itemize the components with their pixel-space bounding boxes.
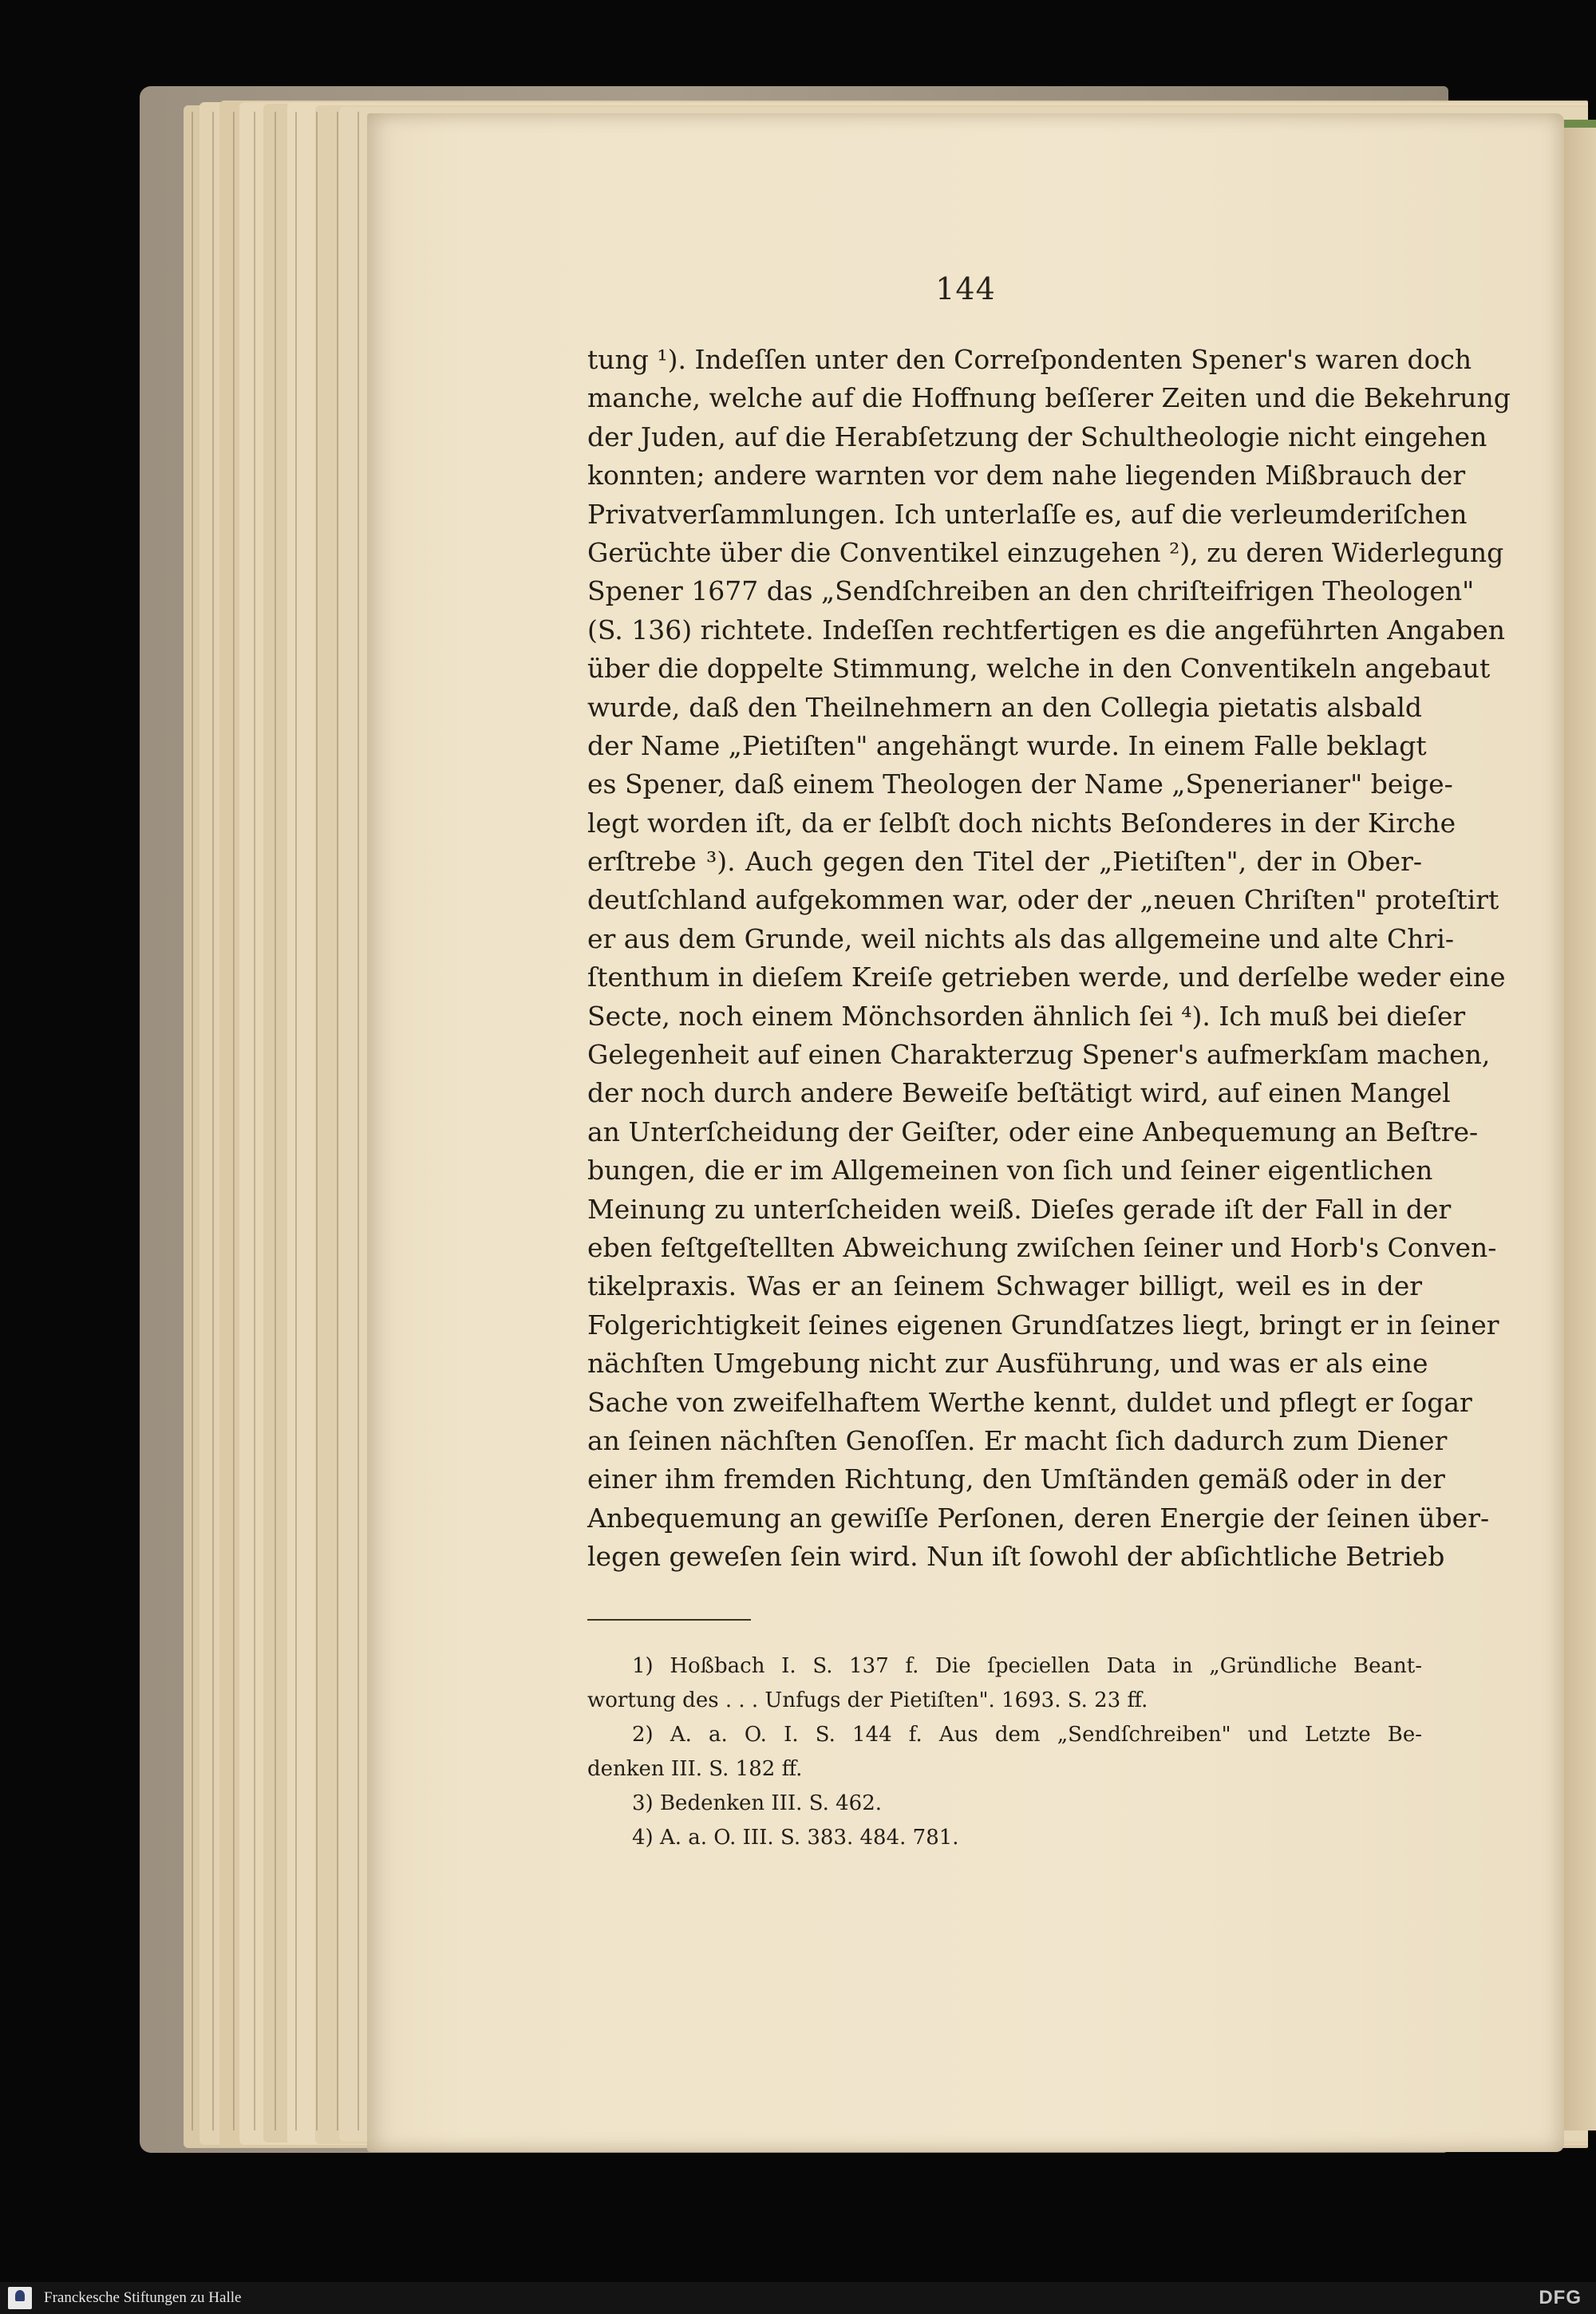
text-line: an Unterſcheidung der Geiſter, oder eine Anbequemung an Beſtre- [587, 1116, 1479, 1147]
text-line: tikelpraxis. Was er an ſeinem Schwager billigt, weil es in der [587, 1270, 1422, 1302]
text-line: wurde, daß den Theilnehmern an den Collegia pietatis alsbald [587, 691, 1422, 723]
text-line: es Spener, daß einem Theologen der Name „Spenerianer" beige- [587, 768, 1453, 800]
text-line: einer ihm fremden Richtung, den Umſtänden gemäß oder in der [587, 1463, 1445, 1495]
text-line: Spener 1677 das „Sendſchreiben an den chriſteifrigen Theologen" [587, 575, 1475, 607]
institution-name: Franckesche Stiftungen zu Halle [44, 2289, 242, 2306]
text-line: eben feſtgeſtellten Abweichung zwiſchen ſeiner und Horb's Conven- [587, 1231, 1497, 1263]
footnote-line: 1) Hoßbach I. S. 137 f. Die ſpeciellen Data in „Gründliche Beant- [632, 1654, 1422, 1678]
text-line: über die doppelte Stimmung, welche in den Conventikeln angebaut [587, 653, 1491, 685]
footnote-line: wortung des . . . Unfugs der Pietiſten". 1693. S. 23 ff. [587, 1688, 1148, 1712]
text-line: Gerüchte über die Conventikel einzugehen ²), zu deren Widerlegung [587, 536, 1504, 568]
text-line: ſtenthum in dieſem Kreiſe getrieben werde, und derſelbe weder eine [587, 962, 1506, 993]
text-line: Folgerichtigkeit ſeines eigenen Grundſatzes liegt, bringt er in ſeiner [587, 1309, 1499, 1341]
footnote-rule [587, 1619, 751, 1621]
text-line: an ſeinen nächſten Genoſſen. Er macht ſich dadurch zum Diener [587, 1424, 1448, 1456]
body-text [587, 341, 1511, 1577]
text-line: Privatverſammlungen. Ich unterlaſſe es, auf die verleumderiſchen [587, 498, 1468, 530]
francke-foundation-logo-icon [8, 2287, 32, 2309]
text-line: nächſten Umgebung nicht zur Ausführung, und was er als eine [587, 1348, 1428, 1380]
text-line: er aus dem Grunde, weil nichts als das allgemeine und alte Chri- [587, 922, 1455, 954]
footnotes [587, 1649, 1422, 1855]
text-line: Secte, noch einem Mönchsorden ähnlich ſei ⁴). Ich muß bei dieſer [587, 1000, 1466, 1032]
text-line: bungen, die er im Allgemeinen von ſich und ſeiner eigentlichen [587, 1155, 1433, 1187]
text-line: (S. 136) richtete. Indeſſen rechtfertigen es die angeführten Angaben [587, 614, 1505, 646]
dfg-logo: DFG [1539, 2287, 1582, 2308]
text-line: konnten; andere warnten vor dem nahe liegenden Mißbrauch der [587, 460, 1466, 492]
text-line: legen geweſen ſein wird. Nun iſt ſowohl der abſichtliche Betrieb [587, 1541, 1445, 1573]
text-line: erſtrebe ³). Auch gegen den Titel der „Pietiſten", der in Ober- [587, 846, 1422, 878]
footnote-line: 4) A. a. O. III. S. 383. 484. 781. [632, 1826, 959, 1850]
text-line: der noch durch andere Beweiſe beſtätigt wird, auf einen Mangel [587, 1077, 1451, 1109]
page-number: 144 [935, 271, 996, 306]
book-page [367, 113, 1564, 2152]
text-line: legt worden iſt, da er ſelbſt doch nichts Beſonderes in der Kirche [587, 807, 1456, 839]
page-edge-lines [192, 112, 367, 2130]
text-line: der Juden, auf die Herabſetzung der Schultheologie nicht eingehen [587, 421, 1487, 452]
text-line: manche, welche auf die Hoffnung beſſerer Zeiten und die Bekehrung [587, 382, 1511, 414]
text-line: der Name „Pietiſten" angehängt wurde. In einem Falle beklagt [587, 729, 1427, 761]
text-line: Gelegenheit auf einen Charakterzug Spener's aufmerkſam machen, [587, 1039, 1491, 1071]
text-line: Anbequemung an gewiſſe Perſonen, deren Energie der ſeinen über- [587, 1502, 1490, 1534]
footnote-line: 2) A. a. O. I. S. 144 f. Aus dem „Sendſchreiben" und Letzte Be- [632, 1723, 1422, 1747]
text-line: deutſchland aufgekommen war, oder der „neuen Chriſten" proteſtirt [587, 884, 1499, 916]
text-line: Meinung zu unterſcheiden weiß. Dieſes gerade iſt der Fall in der [587, 1193, 1452, 1225]
next-page-edge [1564, 128, 1596, 2130]
footnote-line: denken III. S. 182 ff. [587, 1757, 803, 1781]
viewer-footer-bar [0, 2282, 1596, 2314]
text-line: Sache von zweifelhaftem Werthe kennt, duldet und pflegt er ſogar [587, 1386, 1472, 1418]
text-line: tung ¹). Indeſſen unter den Correſpondenten Spener's waren doch [587, 344, 1472, 375]
footnote-line: 3) Bedenken III. S. 462. [632, 1791, 883, 1815]
